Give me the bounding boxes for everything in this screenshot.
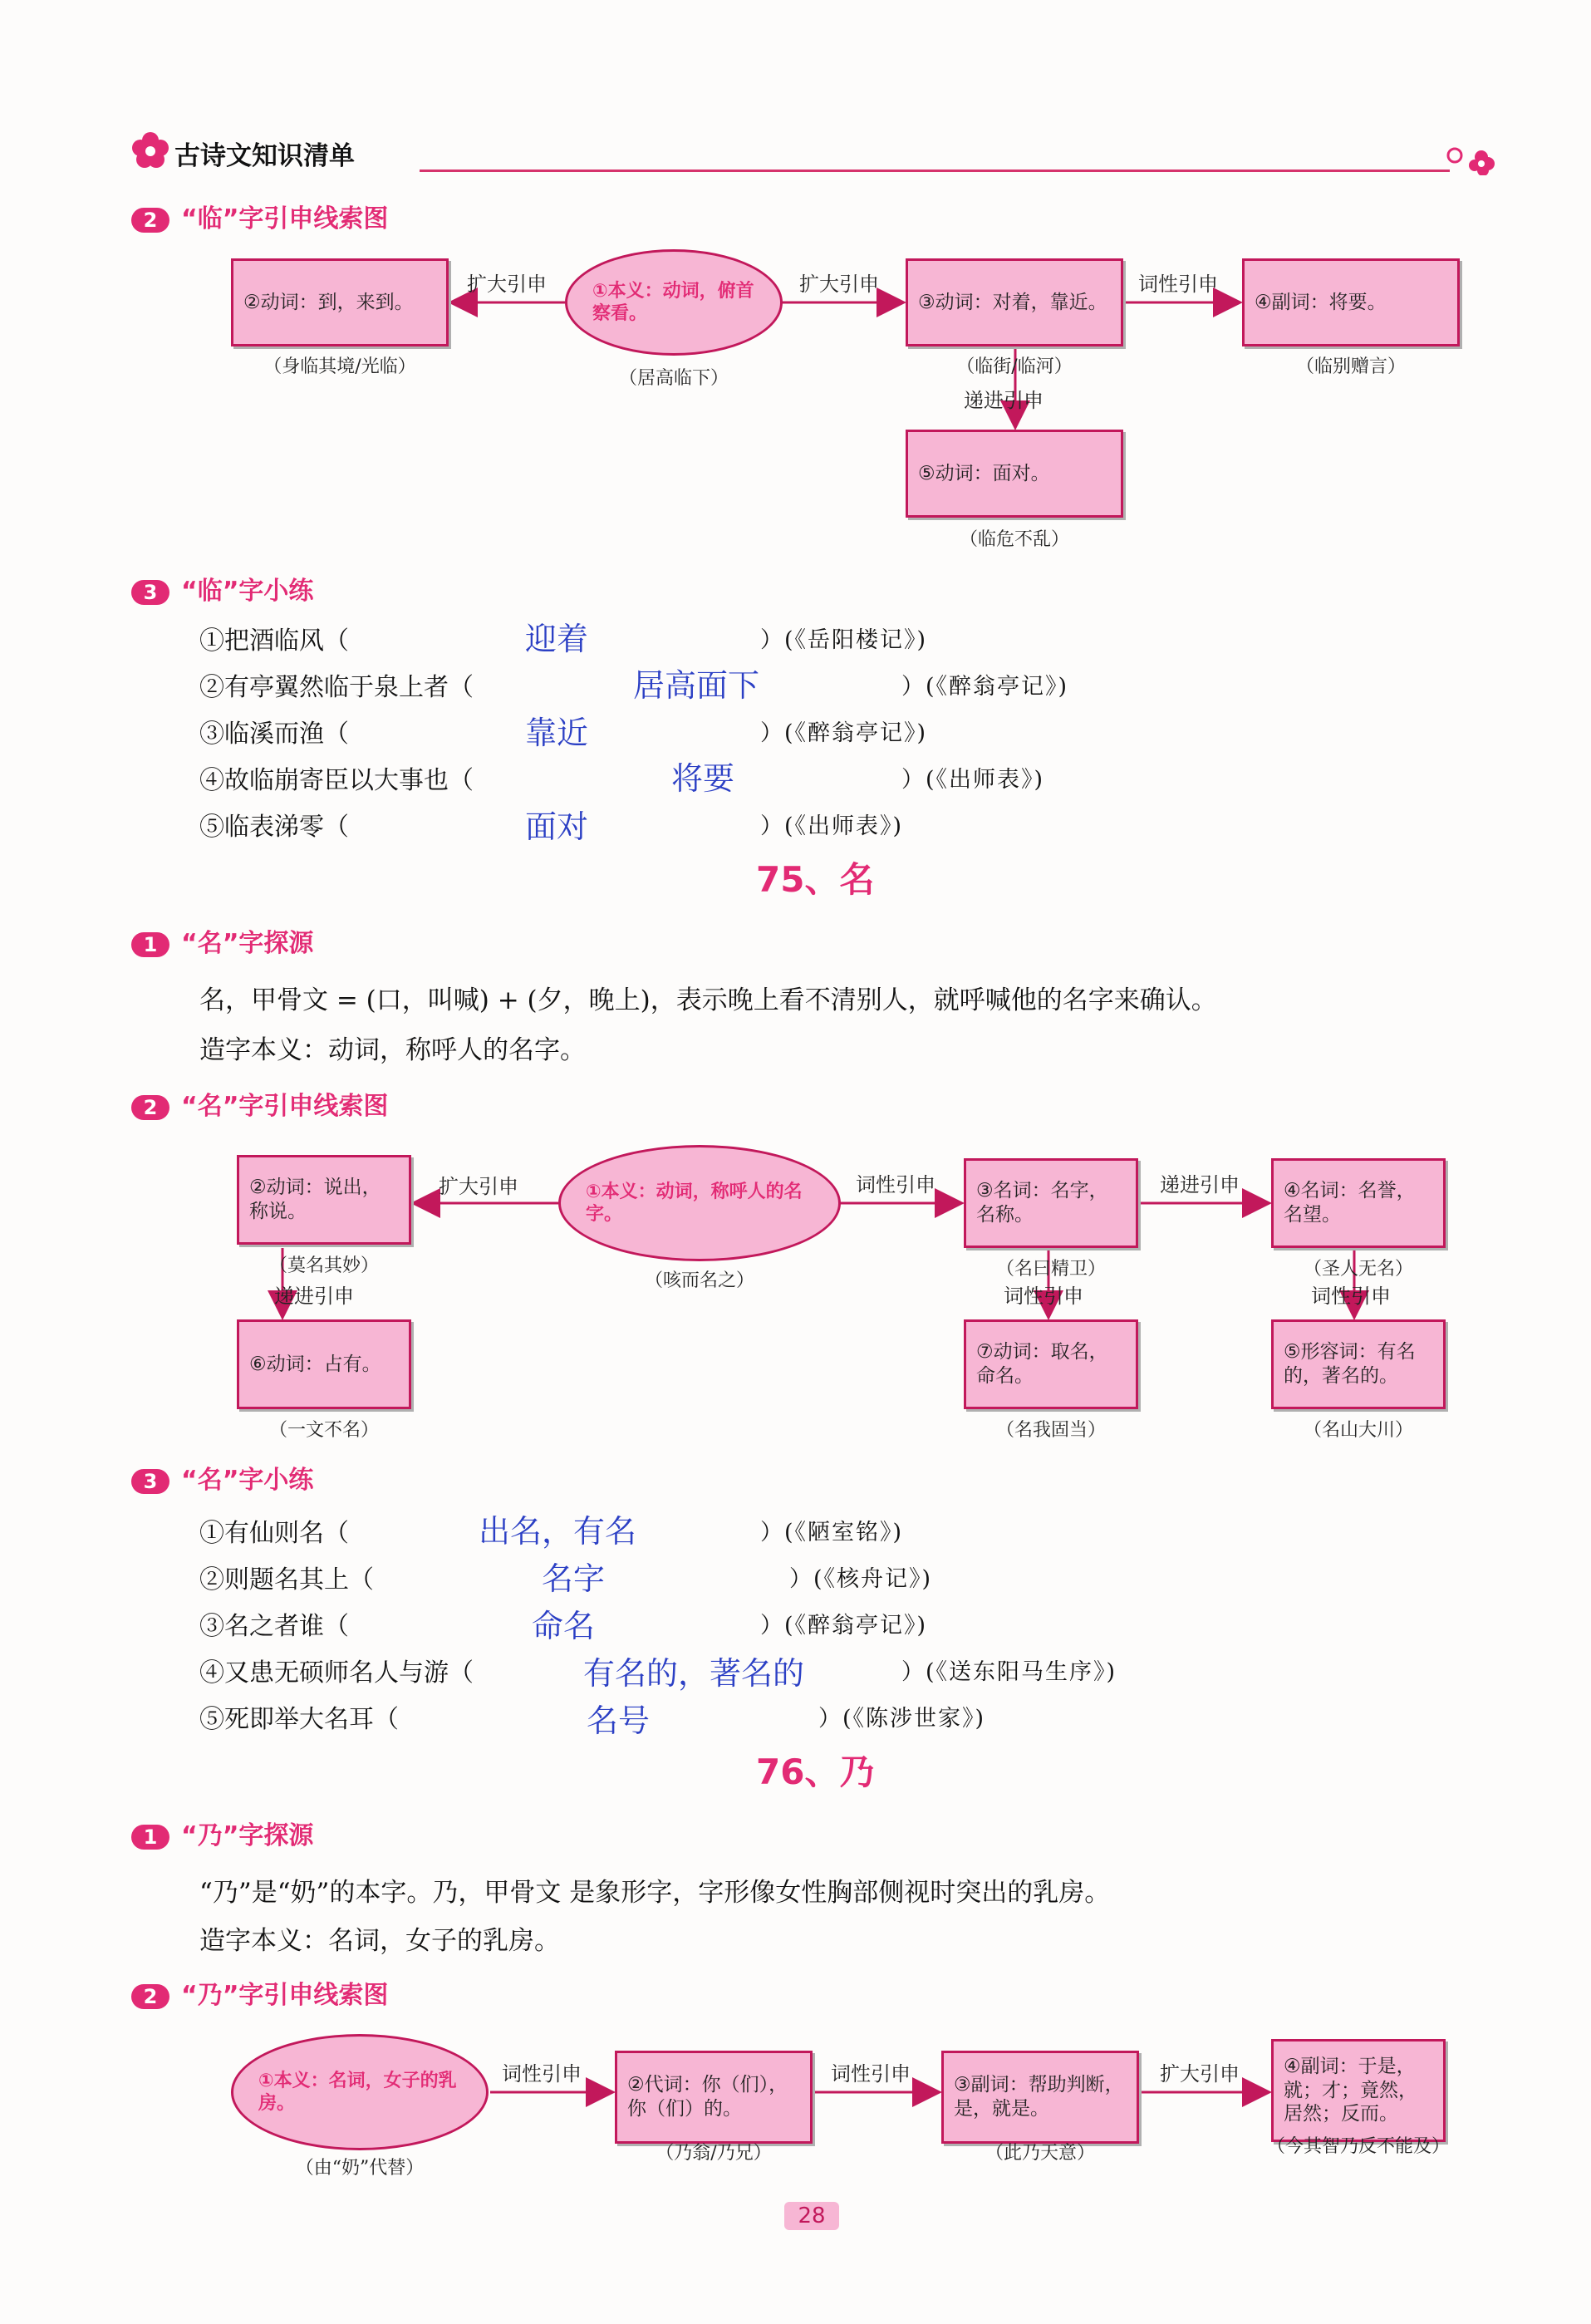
exercise-source: ）(《核舟记》) xyxy=(789,1566,933,1592)
exercise-answer: 靠近 xyxy=(525,715,589,751)
example-caption: （咳而名之） xyxy=(644,1270,754,1291)
example-caption: （居高临下） xyxy=(618,368,729,389)
meaning-box-4: ④副词：将要。 xyxy=(1242,258,1460,346)
arrow-label: 词性引申 xyxy=(1138,273,1218,296)
arrow-label: 递进引申 xyxy=(1160,1173,1240,1196)
exercise-answer: 居高面下 xyxy=(633,667,760,704)
exercise-question: ④又患无硕师名人与游（ xyxy=(199,1658,474,1688)
exercise-question: ③临溪而渔（ xyxy=(199,720,349,749)
exercise-answer: 名字 xyxy=(542,1560,606,1597)
example-caption: （临街/临河） xyxy=(956,356,1073,377)
exercise-question: ④故临崩寄臣以大事也（ xyxy=(199,766,474,795)
arrow-label: 扩大引申 xyxy=(467,273,547,296)
example-caption: （乃翁/乃兄） xyxy=(656,2143,772,2164)
header-title: 古诗文知识清单 xyxy=(174,141,355,171)
example-caption: （圣人无名） xyxy=(1303,1259,1413,1280)
exercise-answer: 命名 xyxy=(532,1608,596,1644)
section-heading: 2 “名”字引申线索图 xyxy=(131,1085,388,1122)
exercise-source: ）(《醉翁亭记》) xyxy=(760,720,928,746)
meaning-box-5: ⑤形容词：有名的，著名的。 xyxy=(1271,1319,1446,1409)
arrow-label: 扩大引申 xyxy=(1160,2062,1240,2086)
origin-text: 名，甲骨文 = (口，叫喊) + (夕，晚上)，表示晚上看不清别人，就呼喊他的名字来确认。 xyxy=(199,985,1217,1015)
origin-text: 造字本义：名词，女子的乳房。 xyxy=(199,1926,560,1956)
page-number: 28 xyxy=(784,2202,839,2230)
section-heading: 1 “乃”字探源 xyxy=(131,1815,313,1851)
exercise-source: ）(《出师表》) xyxy=(901,767,1045,793)
exercise-source: ）(《醉翁亭记》) xyxy=(760,1613,928,1639)
entry-heading: 76、乃 xyxy=(756,1752,875,1792)
example-caption: （名我固当） xyxy=(995,1420,1106,1441)
arrow-label: 词性引申 xyxy=(831,2062,911,2086)
arrow-label: 词性引申 xyxy=(856,1173,935,1196)
exercise-question: ①有仙则名（ xyxy=(199,1519,349,1548)
example-caption: （由“奶”代替） xyxy=(295,2158,425,2179)
exercise-question: ⑤临表涕零（ xyxy=(199,813,349,842)
section-heading: 3 “名”字小练 xyxy=(131,1459,313,1496)
origin-ellipse: ①本义：动词，俯首察看。 xyxy=(565,249,783,356)
section-heading: 3 “临”字小练 xyxy=(131,570,313,607)
arrow-label: 递进引申 xyxy=(274,1285,354,1308)
meaning-box-3: ③副词：帮助判断，是，就是。 xyxy=(941,2051,1139,2144)
meaning-box-3: ③名词：名字，名称。 xyxy=(964,1158,1138,1248)
meaning-box-5: ⑤动词：面对。 xyxy=(906,430,1123,518)
exercise-question: ③名之者谁（ xyxy=(199,1612,349,1641)
exercise-answer: 迎着 xyxy=(525,621,589,657)
example-caption: （莫名其妙） xyxy=(268,1255,379,1276)
section-heading: 2 “乃”字引申线索图 xyxy=(131,1974,388,2011)
exercise-answer: 面对 xyxy=(525,808,589,845)
exercise-question: ⑤死即举大名耳（ xyxy=(199,1705,399,1734)
example-caption: （此乃天意） xyxy=(985,2143,1095,2164)
example-caption: （临别赠言） xyxy=(1295,356,1406,377)
origin-text: “乃”是“奶”的本字。乃，甲骨文 是象形字，字形像女性胸部侧视时突出的乳房。 xyxy=(199,1878,1111,1908)
meaning-box-4: ④副词：于是，就；才；竟然，居然；反而。 xyxy=(1271,2039,1446,2142)
origin-ellipse: ①本义：动词，称呼人的名字。 xyxy=(558,1145,841,1261)
exercise-answer: 名号 xyxy=(587,1702,651,1739)
meaning-box-7: ⑦动词：取名，命名。 xyxy=(964,1319,1138,1409)
arrow-label: 扩大引申 xyxy=(439,1175,518,1198)
section-heading: 1 “名”字探源 xyxy=(131,922,313,959)
arrow-label: 词性引申 xyxy=(1311,1285,1391,1308)
exercise-source: ）(《出师表》) xyxy=(760,813,904,839)
meaning-box-3: ③动词：对着，靠近。 xyxy=(906,258,1123,346)
example-caption: （临危不乱） xyxy=(959,529,1069,550)
example-caption: （名曰精卫） xyxy=(995,1259,1106,1280)
meaning-box-4: ④名词：名誉，名望。 xyxy=(1271,1158,1446,1248)
entry-heading: 75、名 xyxy=(756,859,875,900)
exercise-question: ②则题名其上（ xyxy=(199,1565,374,1594)
arrow-label: 词性引申 xyxy=(502,2062,582,2086)
meaning-box-2: ②动词：到，来到。 xyxy=(231,258,449,346)
exercise-question: ①把酒临风（ xyxy=(199,626,349,656)
exercise-answer: 将要 xyxy=(671,760,735,797)
section-heading: 2 “临”字引申线索图 xyxy=(131,198,388,234)
exercise-question: ②有亭翼然临于泉上者（ xyxy=(199,673,474,702)
origin-text: 造字本义：动词，称呼人的名字。 xyxy=(199,1035,586,1065)
arrow-label: 词性引申 xyxy=(1004,1285,1083,1308)
exercise-answer: 出名，有名 xyxy=(479,1513,637,1550)
exercise-source: ）(《醉翁亭记》) xyxy=(901,674,1069,700)
example-caption: （名山大川） xyxy=(1303,1420,1413,1441)
arrow-label: 扩大引申 xyxy=(799,273,879,296)
meaning-box-2: ②代词：你（们），你（们）的。 xyxy=(615,2051,813,2144)
exercise-source: ）(《送东阳马生序》) xyxy=(901,1659,1117,1685)
example-caption: （今其智乃反不能及） xyxy=(1266,2136,1450,2157)
exercise-answer: 有名的，著名的 xyxy=(583,1655,805,1692)
example-caption: （身临其境/光临） xyxy=(263,356,416,377)
exercise-source: ）(《陈涉世家》) xyxy=(818,1706,986,1732)
exercise-source: ）(《陋室铭》) xyxy=(760,1520,904,1545)
meaning-box-6: ⑥动词：占有。 xyxy=(237,1319,411,1409)
origin-ellipse: ①本义：名词，女子的乳房。 xyxy=(231,2034,489,2150)
meaning-box-2: ②动词：说出，称说。 xyxy=(237,1155,411,1245)
exercise-source: ）(《岳阳楼记》) xyxy=(760,627,928,653)
arrow-label: 递进引申 xyxy=(964,389,1043,412)
example-caption: （一文不名） xyxy=(268,1420,379,1441)
